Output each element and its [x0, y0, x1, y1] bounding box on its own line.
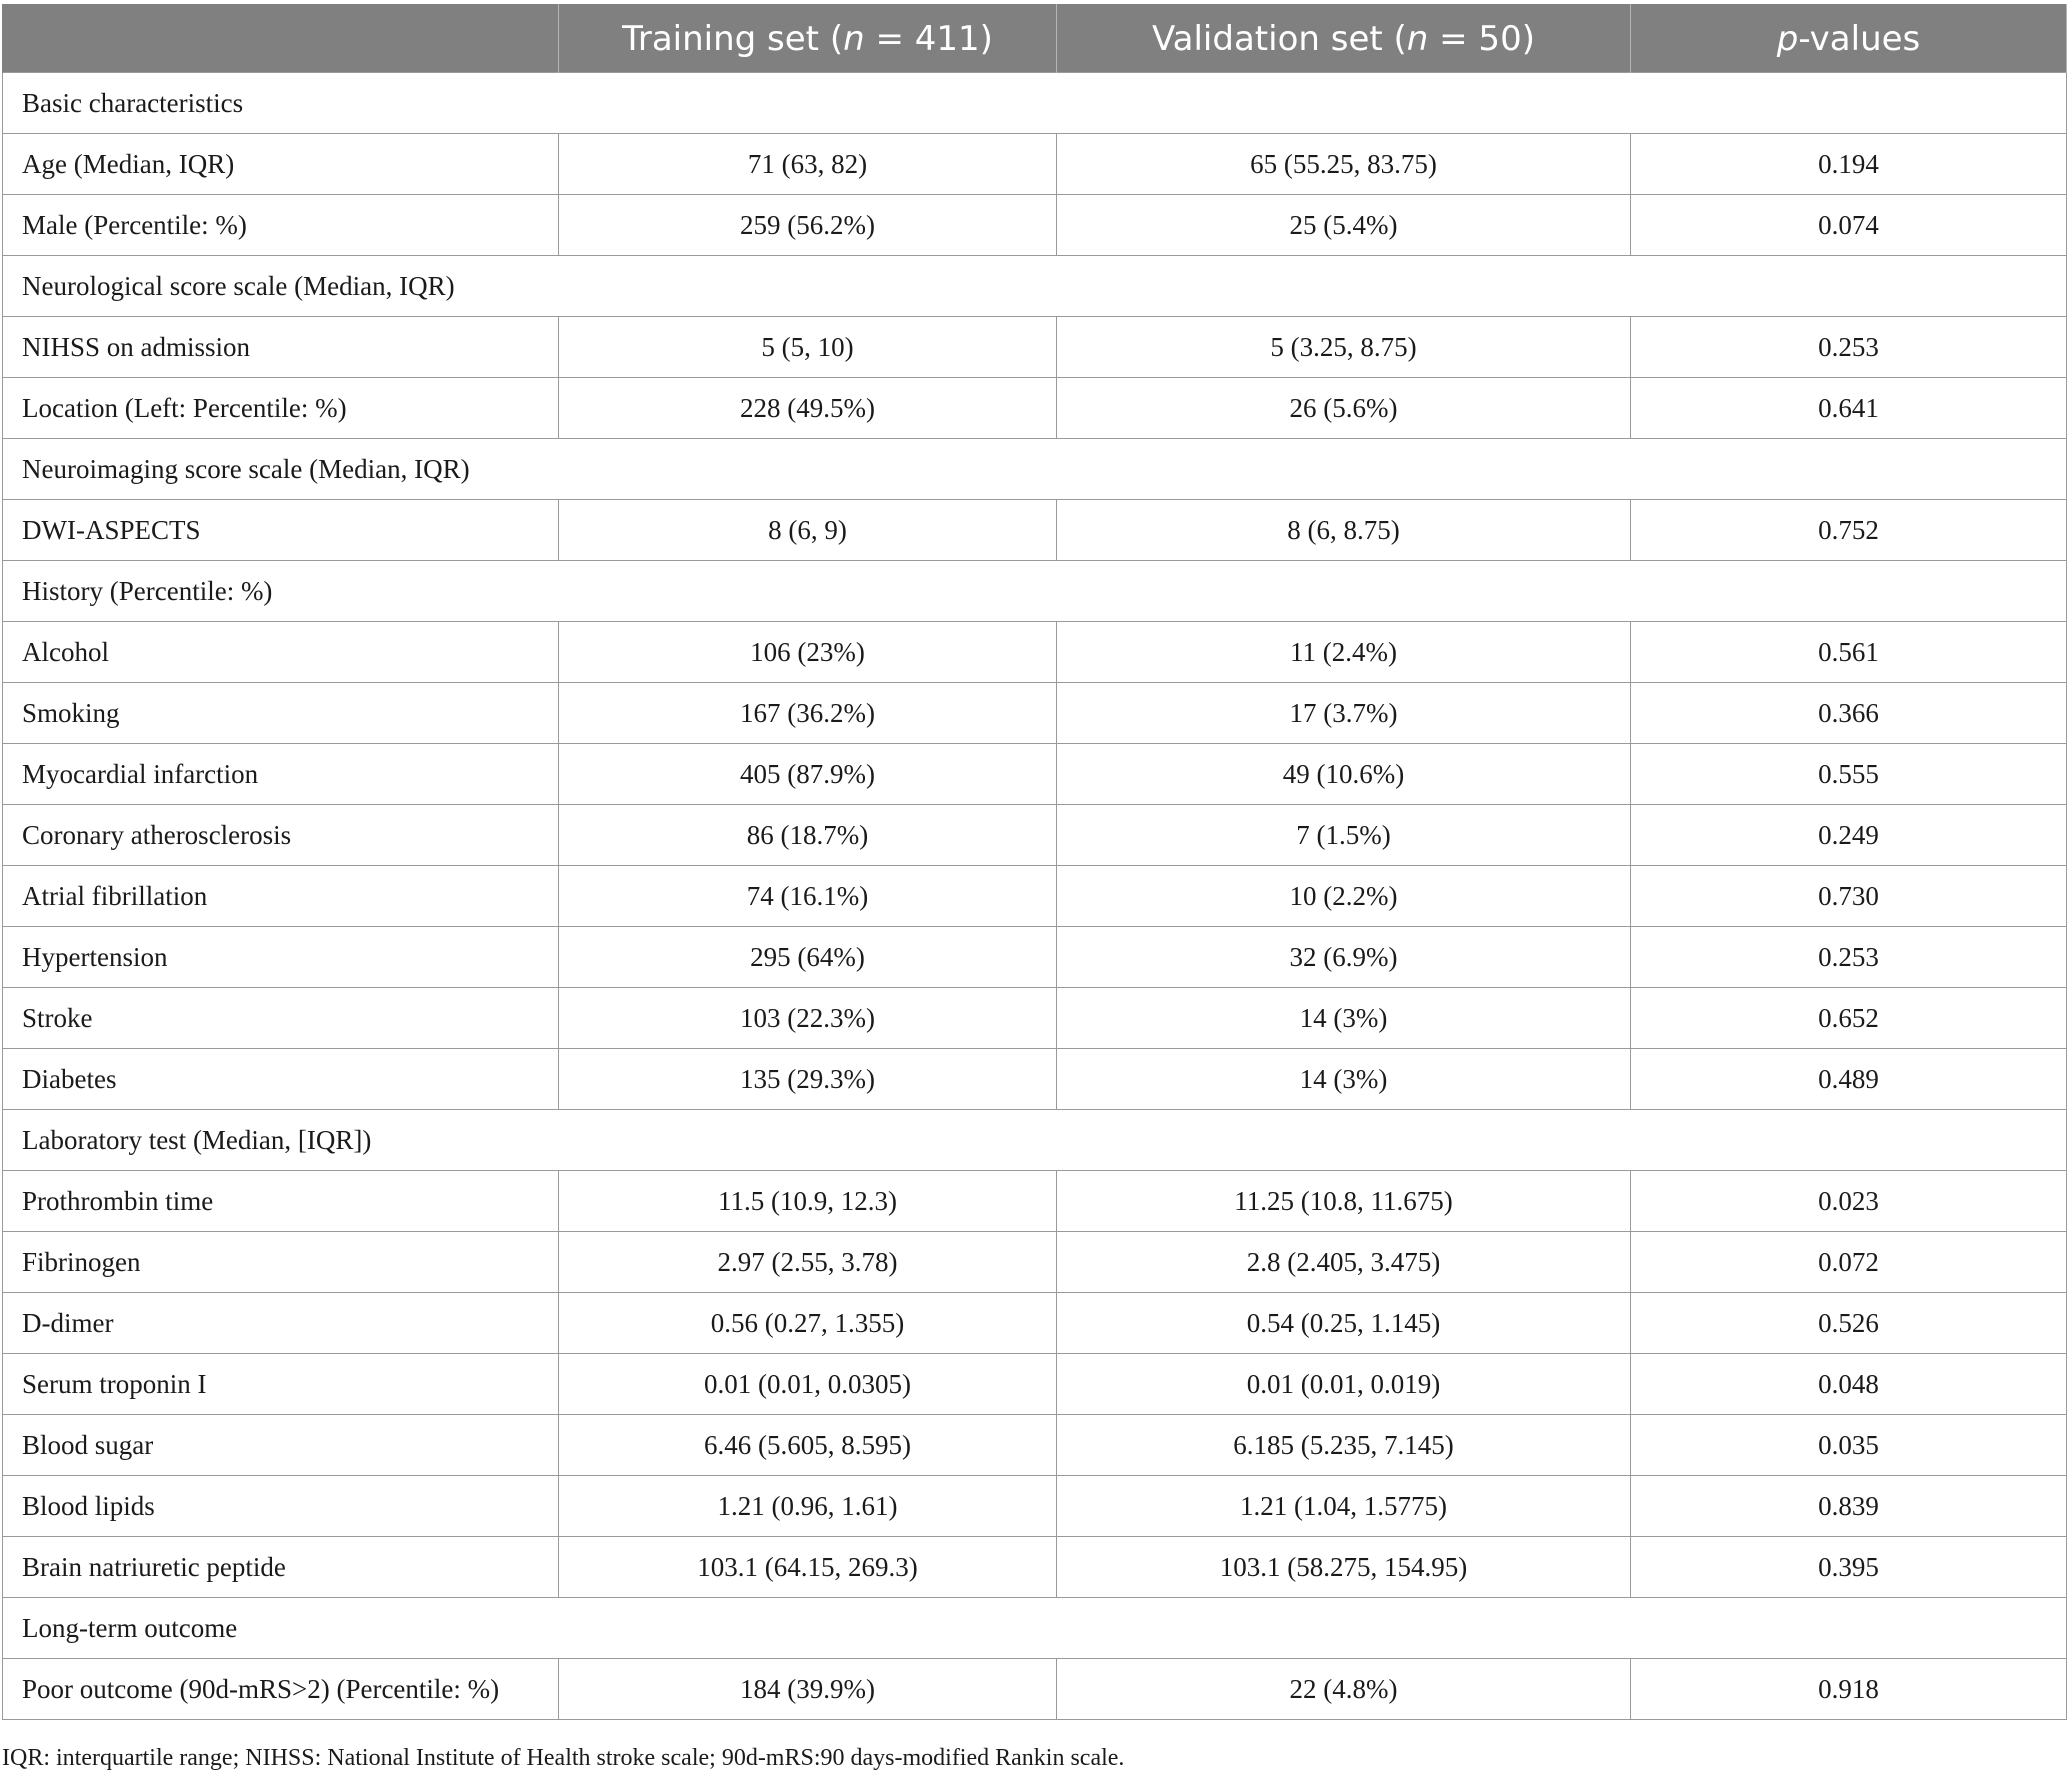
section-row: [3, 561, 2067, 622]
p-value: 0.048: [1631, 1354, 2067, 1415]
p-value: 0.074: [1631, 195, 2067, 256]
table-row: [3, 317, 2067, 378]
validation-value: 25 (5.4%): [1057, 195, 1631, 256]
training-value: 74 (16.1%): [559, 866, 1057, 927]
training-value: 167 (36.2%): [559, 683, 1057, 744]
section-row: [3, 256, 2067, 317]
table-row: [3, 927, 2067, 988]
training-value: 405 (87.9%): [559, 744, 1057, 805]
header-validation-post: = 50): [1428, 18, 1535, 59]
training-value: 6.46 (5.605, 8.595): [559, 1415, 1057, 1476]
section-label: Long-term outcome: [3, 1598, 2067, 1659]
section-label: Basic characteristics: [3, 73, 2067, 134]
validation-value: 10 (2.2%): [1057, 866, 1631, 927]
table-container: [2, 4, 2066, 1720]
training-value: 0.01 (0.01, 0.0305): [559, 1354, 1057, 1415]
table-row: [3, 195, 2067, 256]
p-value: 0.249: [1631, 805, 2067, 866]
row-label: Myocardial infarction: [3, 744, 559, 805]
training-value: 106 (23%): [559, 622, 1057, 683]
training-value: 11.5 (10.9, 12.3): [559, 1171, 1057, 1232]
row-label: Location (Left: Percentile: %): [3, 378, 559, 439]
training-value: 184 (39.9%): [559, 1659, 1057, 1720]
validation-value: 6.185 (5.235, 7.145): [1057, 1415, 1631, 1476]
table-row: [3, 744, 2067, 805]
header-row: [3, 5, 2067, 73]
section-label: History (Percentile: %): [3, 561, 2067, 622]
training-value: 228 (49.5%): [559, 378, 1057, 439]
row-label: Hypertension: [3, 927, 559, 988]
training-value: 103.1 (64.15, 269.3): [559, 1537, 1057, 1598]
row-label: Diabetes: [3, 1049, 559, 1110]
training-value: 71 (63, 82): [559, 134, 1057, 195]
p-value: 0.652: [1631, 988, 2067, 1049]
validation-value: 65 (55.25, 83.75): [1057, 134, 1631, 195]
row-label: Fibrinogen: [3, 1232, 559, 1293]
table-row: [3, 1171, 2067, 1232]
row-label: DWI-ASPECTS: [3, 500, 559, 561]
validation-value: 14 (3%): [1057, 988, 1631, 1049]
row-label: Blood sugar: [3, 1415, 559, 1476]
section-row: [3, 1110, 2067, 1171]
validation-value: 32 (6.9%): [1057, 927, 1631, 988]
characteristics-table: [2, 4, 2067, 1720]
validation-value: 2.8 (2.405, 3.475): [1057, 1232, 1631, 1293]
row-label: D-dimer: [3, 1293, 559, 1354]
training-value: 1.21 (0.96, 1.61): [559, 1476, 1057, 1537]
p-value: 0.526: [1631, 1293, 2067, 1354]
table-row: [3, 805, 2067, 866]
training-value: 8 (6, 9): [559, 500, 1057, 561]
p-value: 0.072: [1631, 1232, 2067, 1293]
validation-value: 17 (3.7%): [1057, 683, 1631, 744]
validation-value: 7 (1.5%): [1057, 805, 1631, 866]
table-row: [3, 1537, 2067, 1598]
row-label: Brain natriuretic peptide: [3, 1537, 559, 1598]
training-value: 295 (64%): [559, 927, 1057, 988]
training-value: 5 (5, 10): [559, 317, 1057, 378]
table-row: [3, 1476, 2067, 1537]
training-value: 259 (56.2%): [559, 195, 1057, 256]
header-validation-pre: Validation set (: [1152, 18, 1407, 59]
table-row: [3, 683, 2067, 744]
table-footnote: IQR: interquartile range; NIHSS: National Institute of Health stroke scale; 90d-mRS:90 days-modified Rankin scale.: [2, 1745, 1125, 1771]
validation-value: 11.25 (10.8, 11.675): [1057, 1171, 1631, 1232]
row-label: Prothrombin time: [3, 1171, 559, 1232]
validation-value: 1.21 (1.04, 1.5775): [1057, 1476, 1631, 1537]
table-body: [3, 73, 2067, 1720]
table-row: [3, 1293, 2067, 1354]
header-p-values: [1631, 5, 2067, 73]
row-label: Blood lipids: [3, 1476, 559, 1537]
table-header: [3, 5, 2067, 73]
section-label: Neuroimaging score scale (Median, IQR): [3, 439, 2067, 500]
section-row: [3, 73, 2067, 134]
header-variable: [3, 5, 559, 73]
p-value: 0.561: [1631, 622, 2067, 683]
p-value: 0.253: [1631, 927, 2067, 988]
table-row: [3, 1659, 2067, 1720]
table-row: [3, 1415, 2067, 1476]
row-label: Atrial fibrillation: [3, 866, 559, 927]
row-label: Coronary atherosclerosis: [3, 805, 559, 866]
validation-value: 8 (6, 8.75): [1057, 500, 1631, 561]
training-value: 103 (22.3%): [559, 988, 1057, 1049]
header-validation-n: n: [1406, 18, 1429, 59]
section-row: [3, 1598, 2067, 1659]
p-value: 0.253: [1631, 317, 2067, 378]
p-value: 0.918: [1631, 1659, 2067, 1720]
validation-value: 14 (3%): [1057, 1049, 1631, 1110]
p-value: 0.839: [1631, 1476, 2067, 1537]
table-row: [3, 988, 2067, 1049]
header-validation-set: [1057, 5, 1631, 73]
validation-value: 0.54 (0.25, 1.145): [1057, 1293, 1631, 1354]
p-value: 0.035: [1631, 1415, 2067, 1476]
row-label: Serum troponin I: [3, 1354, 559, 1415]
training-value: 86 (18.7%): [559, 805, 1057, 866]
table-row: [3, 1232, 2067, 1293]
section-label: Neurological score scale (Median, IQR): [3, 256, 2067, 317]
table-row: [3, 1354, 2067, 1415]
row-label: Smoking: [3, 683, 559, 744]
training-value: 135 (29.3%): [559, 1049, 1057, 1110]
row-label: NIHSS on admission: [3, 317, 559, 378]
validation-value: 49 (10.6%): [1057, 744, 1631, 805]
p-value: 0.395: [1631, 1537, 2067, 1598]
table-row: [3, 378, 2067, 439]
header-training-pre: Training set (: [622, 18, 844, 59]
p-value: 0.489: [1631, 1049, 2067, 1110]
table-row: [3, 134, 2067, 195]
p-value: 0.752: [1631, 500, 2067, 561]
validation-value: 26 (5.6%): [1057, 378, 1631, 439]
validation-value: 22 (4.8%): [1057, 1659, 1631, 1720]
header-p: p: [1776, 18, 1799, 59]
table-row: [3, 866, 2067, 927]
p-value: 0.641: [1631, 378, 2067, 439]
header-training-n: n: [843, 18, 865, 59]
table-row: [3, 1049, 2067, 1110]
p-value: 0.555: [1631, 744, 2067, 805]
validation-value: 5 (3.25, 8.75): [1057, 317, 1631, 378]
header-training-set: [559, 5, 1057, 73]
table-row: [3, 500, 2067, 561]
section-label: Laboratory test (Median, [IQR]): [3, 1110, 2067, 1171]
validation-value: 11 (2.4%): [1057, 622, 1631, 683]
header-p-post: -values: [1798, 18, 1921, 59]
header-training-post: = 411): [864, 18, 993, 59]
training-value: 0.56 (0.27, 1.355): [559, 1293, 1057, 1354]
table-row: [3, 622, 2067, 683]
section-row: [3, 439, 2067, 500]
row-label: Age (Median, IQR): [3, 134, 559, 195]
training-value: 2.97 (2.55, 3.78): [559, 1232, 1057, 1293]
p-value: 0.194: [1631, 134, 2067, 195]
p-value: 0.023: [1631, 1171, 2067, 1232]
row-label: Alcohol: [3, 622, 559, 683]
row-label: Stroke: [3, 988, 559, 1049]
p-value: 0.730: [1631, 866, 2067, 927]
validation-value: 0.01 (0.01, 0.019): [1057, 1354, 1631, 1415]
row-label: Male (Percentile: %): [3, 195, 559, 256]
validation-value: 103.1 (58.275, 154.95): [1057, 1537, 1631, 1598]
row-label: Poor outcome (90d-mRS>2) (Percentile: %): [3, 1659, 559, 1720]
p-value: 0.366: [1631, 683, 2067, 744]
